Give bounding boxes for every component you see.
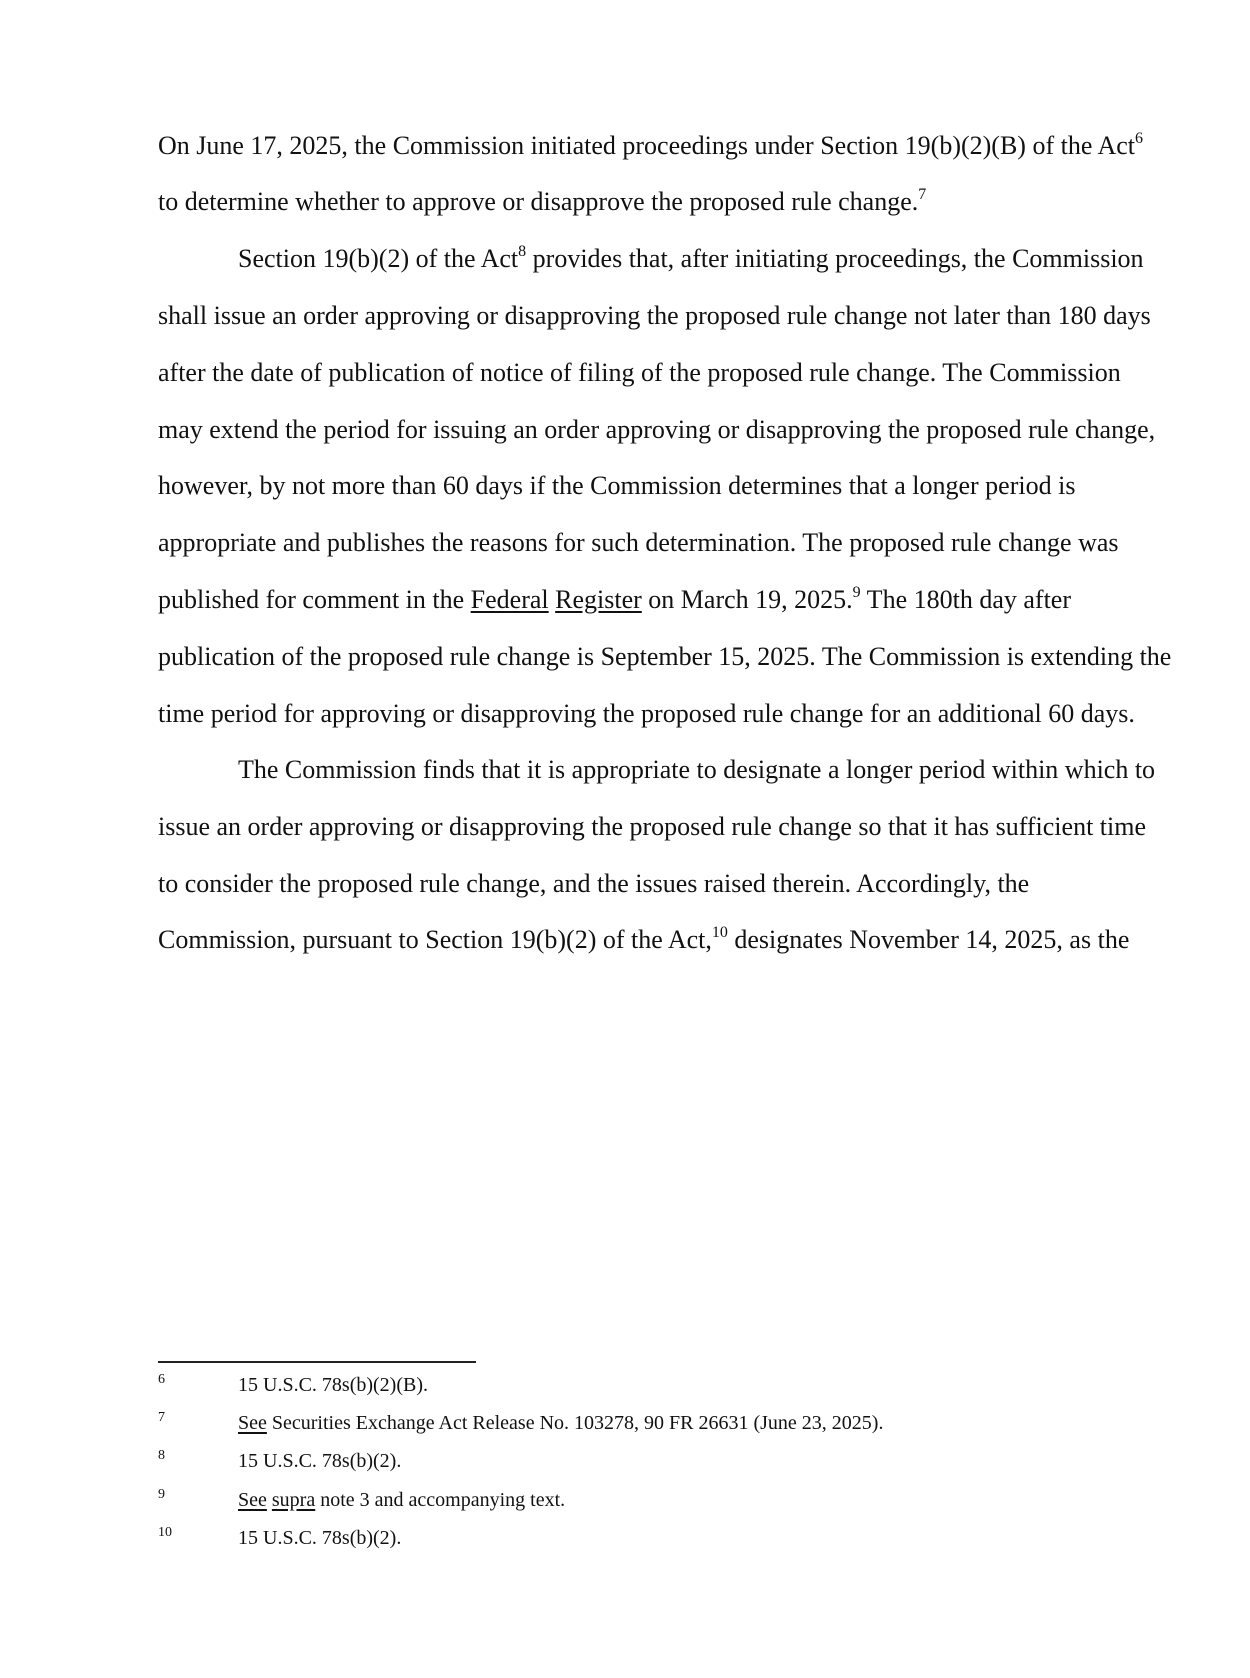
federal-register-title-2: Register [555,585,642,614]
footnote-text [238,1487,565,1513]
footnote-ref-7[interactable]: 7 [918,186,927,203]
footnote-text [238,1410,883,1436]
federal-register-title-1: Federal [470,585,549,614]
footnote-6 [158,1372,1198,1402]
text-run: The 180th day after [860,585,1071,614]
footnote-text: 15 U.S.C. 78s(b)(2). [238,1527,402,1549]
paragraph-2-line-9: time period for approving or disapproving the proposed rule change for an additional 60 days. [158,699,1135,728]
paragraph-2-line-7 [158,580,1071,620]
text-run: Section 19(b)(2) of the Act [238,244,519,273]
paragraph-1-line-1 [158,126,1143,166]
text-run: provides that, after initiating proceedings, the Commission [526,244,1144,273]
footnote-8 [158,1448,1198,1478]
footnote-text: 15 U.S.C. 78s(b)(2)(B). [238,1374,428,1396]
text-run: On June 17, 2025, the Commission initiated proceedings under Section 19(b)(2)(B) of the Act [158,131,1135,160]
citation-signal-see: See [238,1489,267,1511]
paragraph-2-line-4: may extend the period for issuing an order approving or disapproving the proposed rule change, [158,415,1156,444]
text-run: designates November 14, 2025, as the [727,925,1130,954]
text-run: to determine whether to approve or disapprove the proposed rule change. [158,187,919,216]
text-run: published for comment in the [158,585,471,614]
footnote-ref-10[interactable]: 10 [711,924,728,941]
paragraph-2-line-1 [238,239,1144,279]
footnote-ref-6[interactable]: 6 [1135,130,1143,147]
citation-signal-supra: supra [271,1489,316,1511]
footnote-ref-9[interactable]: 9 [852,584,861,601]
paragraph-3-line-3: to consider the proposed rule change, and the issues raised therein. Accordingly, the [158,869,1030,898]
paragraph-2-line-5: however, by not more than 60 days if the Commission determines that a longer period is [158,471,1076,500]
text-run: on March 19, 2025. [641,585,853,614]
footnote-text: 15 U.S.C. 78s(b)(2). [238,1450,402,1472]
text-run: Securities Exchange Act Release No. 103278, 90 FR 26631 (June 23, 2025). [266,1412,884,1434]
footnote-number: 6 [158,1372,165,1387]
citation-signal-see: See [238,1412,267,1434]
footnote-number: 10 [158,1525,172,1540]
footnote-number: 8 [158,1448,165,1463]
footnote-number: 9 [158,1487,165,1502]
paragraph-2-line-6: appropriate and publishes the reasons for such determination. The proposed rule change was [158,528,1119,557]
footnote-7 [158,1410,1198,1440]
paragraph-3-line-4 [158,920,1129,960]
footnote-9 [158,1487,1198,1517]
footnote-10 [158,1525,1198,1555]
paragraph-3-line-1: The Commission finds that it is appropriate to designate a longer period within which to [238,755,1156,784]
paragraph-2-line-8: publication of the proposed rule change is September 15, 2025. The Commission is extending the [158,642,1172,671]
footnote-separator [158,1361,476,1363]
paragraph-1-line-2 [158,182,926,222]
footnote-number: 7 [158,1410,165,1425]
paragraph-2-line-2: shall issue an order approving or disapproving the proposed rule change not later than 180 days [158,301,1151,330]
paragraph-2-line-3: after the date of publication of notice of filing of the proposed rule change. The Commission [158,358,1121,387]
footnote-ref-8[interactable]: 8 [518,243,527,260]
paragraph-3-line-2: issue an order approving or disapproving the proposed rule change so that it has sufficient time [158,812,1146,841]
text-run: Commission, pursuant to Section 19(b)(2) of the Act, [158,925,712,954]
text-run: note 3 and accompanying text. [315,1489,566,1511]
